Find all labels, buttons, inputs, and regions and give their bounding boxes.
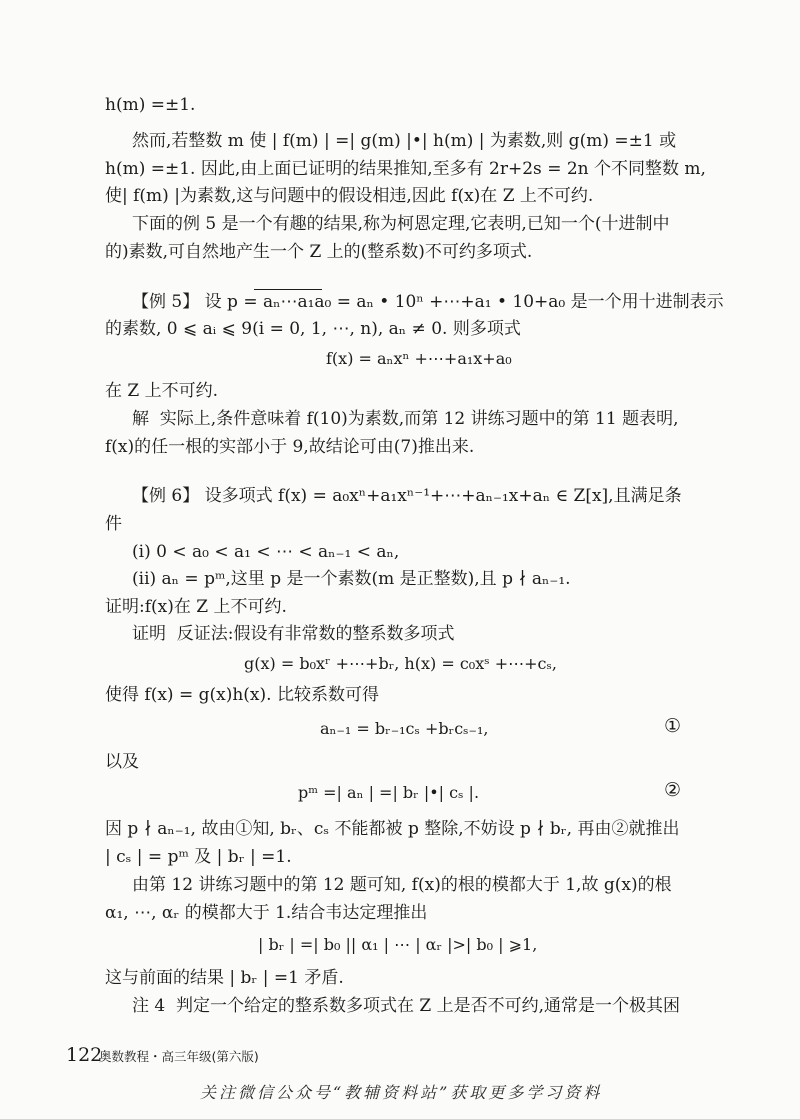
text-line: f(x)的任一根的实部小于 9,故结论可由(7)推出来. (105, 437, 475, 457)
condition-ii: (ii) aₙ = pᵐ,这里 p 是一个素数(m 是正整数),且 p ∤ aₙ₋₁. (132, 569, 571, 589)
text-line: | cₛ | = pᵐ 及 | bᵣ | =1. (105, 847, 292, 867)
text-line: 的素数, 0 ⩽ aᵢ ⩽ 9(i = 0, 1, ⋯, n), aₙ ≠ 0. 则多项式 (105, 319, 521, 339)
note-4-line: 注 4 判定一个给定的整系数多项式在 Z 上是否不可约,通常是一个极其困 (132, 996, 681, 1016)
equation-number: ① (664, 715, 682, 737)
text-line: 这与前面的结果 | bᵣ | =1 矛盾. (105, 968, 344, 988)
equation: f(x) = aₙxⁿ +⋯+a₁x+a₀ (326, 349, 512, 368)
page-number: 122 (66, 1044, 103, 1066)
example-5-heading: 【例 5】 设 p = aₙ⋯a₁a₀ = aₙ • 10ⁿ +⋯+a₁ • 10+a₀ 是一个用十进制表示 (132, 292, 724, 312)
text-line: 件 (105, 514, 122, 534)
text-line: 使得 f(x) = g(x)h(x). 比较系数可得 (105, 685, 379, 705)
equation: pᵐ =| aₙ | =| bᵣ |•| cₛ |. (298, 783, 480, 802)
text-line: α₁, ⋯, αᵣ 的模都大于 1.结合韦达定理推出 (105, 903, 428, 923)
equation: aₙ₋₁ = bᵣ₋₁cₛ +bᵣcₛ₋₁, (320, 719, 489, 738)
text-line: 因 p ∤ aₙ₋₁, 故由①知, bᵣ、cₛ 不能都被 p 整除,不妨设 p ∤ bᵣ, 再由②就推出 (105, 819, 680, 839)
text-line: 证明:f(x)在 Z 上不可约. (105, 597, 287, 617)
text-line: h(m) =±1. 因此,由上面已证明的结果推知,至多有 2r+2s = 2n 个不同整数 m, (105, 159, 706, 179)
equation-number: ② (664, 779, 682, 801)
book-title: 奥数教程・高三年级(第六版) (99, 1049, 259, 1064)
text-line: 使| f(m) |为素数,这与问题中的假设相违,因此 f(x)在 Z 上不可约. (105, 186, 594, 206)
text-line: 以及 (105, 752, 139, 772)
proof-heading: 证明 反证法:假设有非常数的整系数多项式 (132, 624, 455, 644)
text-line: 的)素数,可自然地产生一个 Z 上的(整系数)不可约多项式. (105, 242, 533, 262)
condition-i: (i) 0 < a₀ < a₁ < ⋯ < aₙ₋₁ < aₙ, (132, 542, 400, 562)
text-line: 然而,若整数 m 使 | f(m) | =| g(m) |•| h(m) | 为素数,则 g(m) =±1 或 (132, 131, 677, 151)
text-line: 由第 12 讲练习题中的第 12 题可知, f(x)的根的模都大于 1,故 g(x)的根 (132, 875, 672, 895)
promo-banner-text: 关注微信公众号“教辅资料站”获取更多学习资料 (200, 1083, 603, 1102)
overline (254, 289, 322, 290)
equation: | bᵣ | =| b₀ || α₁ | ⋯ | αᵣ |>| b₀ | ⩾1, (258, 935, 538, 954)
text-line: 下面的例 5 是一个有趣的结果,称为柯恩定理,它表明,已知一个(十进制中 (132, 214, 670, 234)
example-6-heading: 【例 6】 设多项式 f(x) = a₀xⁿ+a₁xⁿ⁻¹+⋯+aₙ₋₁x+aₙ ∈ Z[x],且满足条 (132, 486, 682, 506)
solution-line: 解 实际上,条件意味着 f(10)为素数,而第 12 讲练习题中的第 11 题表明, (132, 409, 679, 429)
text-line: 在 Z 上不可约. (105, 381, 219, 401)
text-line: h(m) =±1. (105, 95, 196, 115)
equation: g(x) = b₀xʳ +⋯+bᵣ, h(x) = c₀xˢ +⋯+cₛ, (244, 654, 557, 673)
